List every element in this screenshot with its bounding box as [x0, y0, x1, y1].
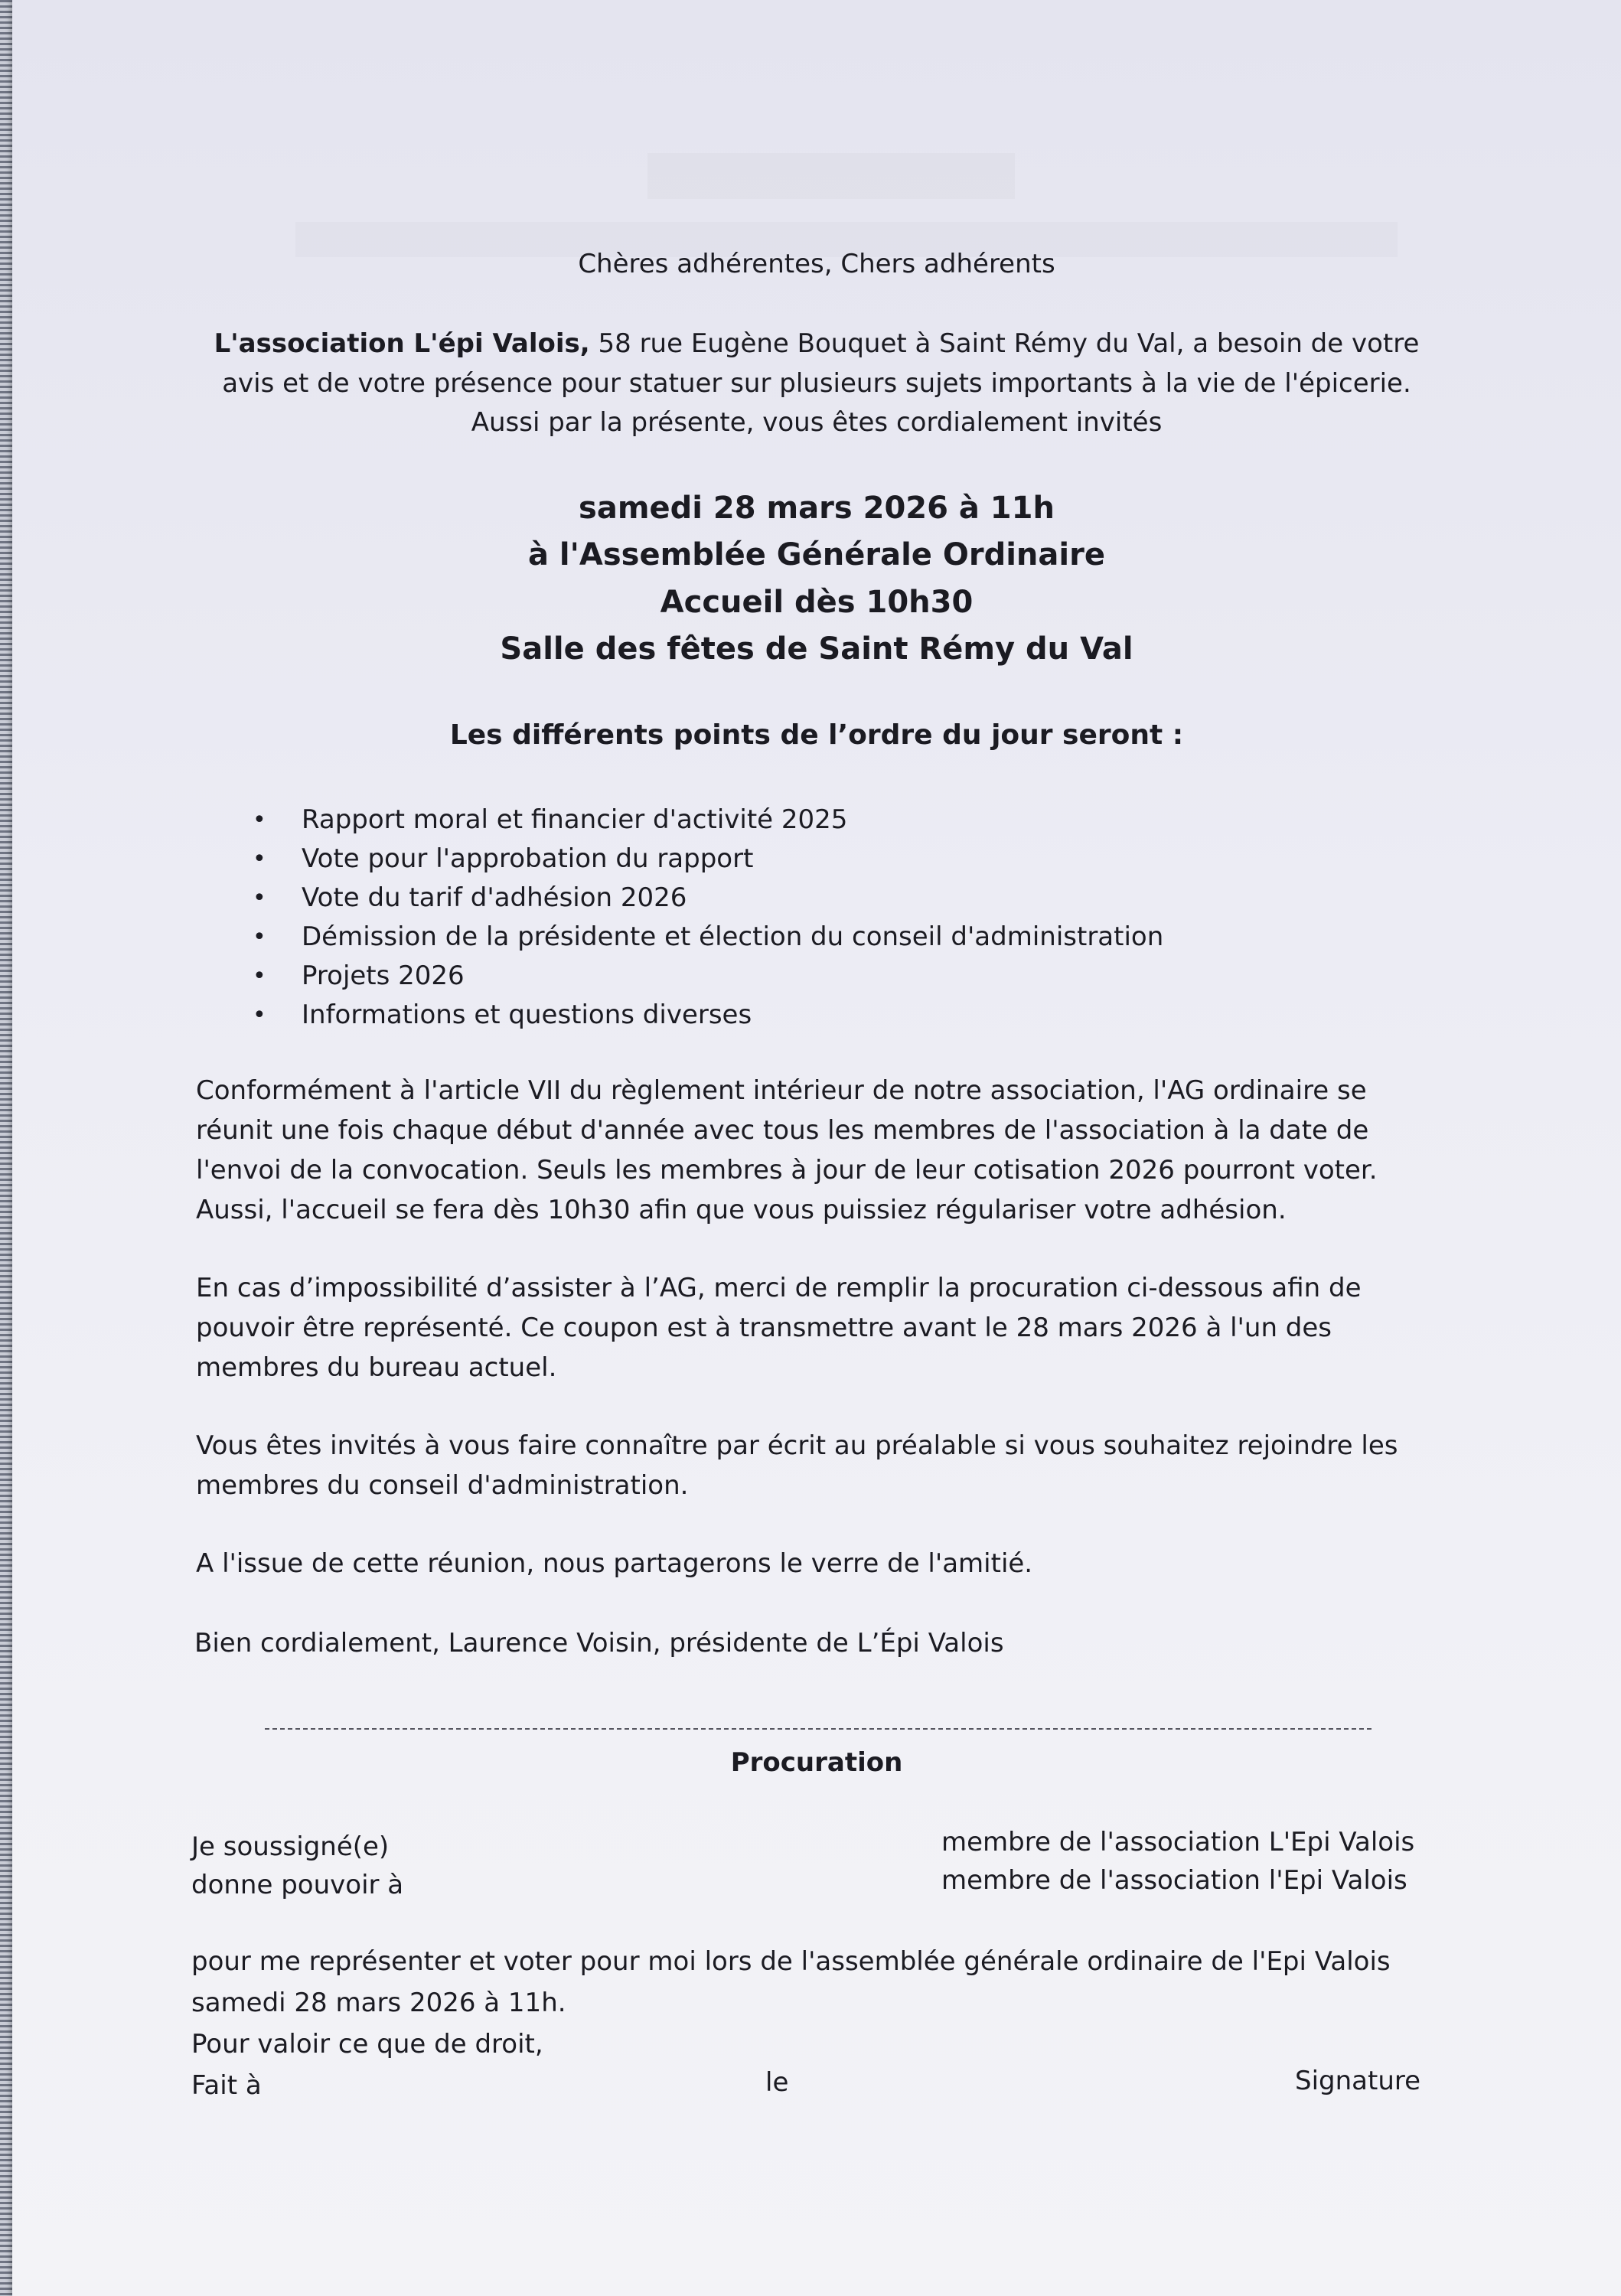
bullet-icon: •	[253, 963, 266, 990]
agenda-heading: Les différents points de l’ordre du jour seront :	[449, 719, 1184, 751]
agenda-item	[253, 918, 1163, 957]
intro-line-2: avis et de votre présence pour statuer sur plusieurs sujets importants à la vie de l'épicerie.	[222, 368, 1411, 399]
intro-line-3: Aussi par la présente, vous êtes cordialement invités	[471, 407, 1163, 438]
letter-page	[12, 0, 1621, 2296]
paragraph-reception: A l'issue de cette réunion, nous partagerons le verre de l'amitié.	[196, 1548, 1033, 1579]
agenda-item-text: Informations et questions diverses	[302, 1000, 752, 1030]
proxy-signature-label: Signature	[1295, 2066, 1421, 2096]
cut-line-divider	[265, 1728, 1371, 1730]
agenda-item	[253, 801, 1163, 840]
proxy-done-at-label: Fait à	[191, 2070, 262, 2101]
bleed-through-mark	[647, 153, 1015, 199]
event-date: samedi 28 mars 2026 à 11h	[579, 491, 1055, 526]
paragraph-rules-line: l'envoi de la convocation. Seuls les membres à jour de leur cotisation 2026 pourront voter.	[196, 1155, 1378, 1186]
proxy-gives-power-label: donne pouvoir à	[191, 1870, 404, 1900]
proxy-date-label: le	[765, 2067, 789, 2098]
paragraph-rules-line: Conformément à l'article VII du règlement intérieur de notre association, l'AG ordinaire se	[196, 1075, 1367, 1106]
agenda-item	[253, 840, 1163, 879]
proxy-body-line: samedi 28 mars 2026 à 11h.	[191, 1988, 566, 2018]
proxy-body-line: pour me représenter et voter pour moi lors de l'assemblée générale ordinaire de l'Epi Valois	[191, 1946, 1391, 1977]
proxy-body-line: Pour valoir ce que de droit,	[191, 2029, 543, 2060]
proxy-gives-power-member: membre de l'association l'Epi Valois	[941, 1865, 1407, 1896]
agenda-item-text: Projets 2026	[302, 960, 465, 991]
association-name: L'association L'épi Valois,	[214, 328, 590, 359]
signoff: Bien cordialement, Laurence Voisin, présidente de L’Épi Valois	[194, 1628, 1004, 1658]
agenda-item-text: Vote pour l'approbation du rapport	[302, 843, 754, 874]
event-welcome: Accueil dès 10h30	[660, 585, 974, 620]
bullet-icon: •	[253, 846, 266, 872]
agenda-item-text: Vote du tarif d'adhésion 2026	[302, 882, 687, 913]
agenda-item-text: Rapport moral et financier d'activité 2025	[302, 804, 848, 835]
paragraph-proxy-line: pouvoir être représenté. Ce coupon est à transmettre avant le 28 mars 2026 à l'un des	[196, 1313, 1332, 1343]
proxy-undersigned-member: membre de l'association L'Epi Valois	[941, 1827, 1415, 1857]
paragraph-board-line: Vous êtes invités à vous faire connaître par écrit au préalable si vous souhaitez rejoindre les	[196, 1430, 1398, 1461]
bullet-icon: •	[253, 885, 266, 912]
agenda-item	[253, 879, 1163, 918]
paragraph-rules-line: Aussi, l'accueil se fera dès 10h30 afin que vous puissiez régulariser votre adhésion.	[196, 1195, 1287, 1225]
agenda-item	[253, 957, 1163, 996]
paragraph-rules-line: réunit une fois chaque début d'année avec tous les membres de l'association à la date de	[196, 1115, 1369, 1146]
association-address: 58 rue Eugène Bouquet à Saint Rémy du Val, a besoin de votre	[589, 328, 1420, 359]
event-meeting: à l'Assemblée Générale Ordinaire	[528, 537, 1105, 572]
event-venue: Salle des fêtes de Saint Rémy du Val	[500, 631, 1133, 667]
paragraph-board-line: membres du conseil d'administration.	[196, 1470, 689, 1501]
agenda-item	[253, 996, 1163, 1035]
proxy-undersigned-label: Je soussigné(e)	[191, 1831, 390, 1862]
bullet-icon: •	[253, 924, 266, 951]
agenda-item-text: Démission de la présidente et élection du conseil d'administration	[302, 921, 1164, 952]
paragraph-proxy-line: membres du bureau actuel.	[196, 1352, 557, 1383]
proxy-title: Procuration	[730, 1747, 903, 1778]
bullet-icon: •	[253, 1002, 266, 1029]
intro-line-1	[12, 329, 1621, 359]
greeting: Chères adhérentes, Chers adhérents	[578, 249, 1055, 279]
paragraph-proxy-line: En cas d’impossibilité d’assister à l’AG, merci de remplir la procuration ci-dessous afin de	[196, 1273, 1362, 1303]
agenda-list	[253, 801, 1163, 1035]
bullet-icon: •	[253, 807, 266, 833]
